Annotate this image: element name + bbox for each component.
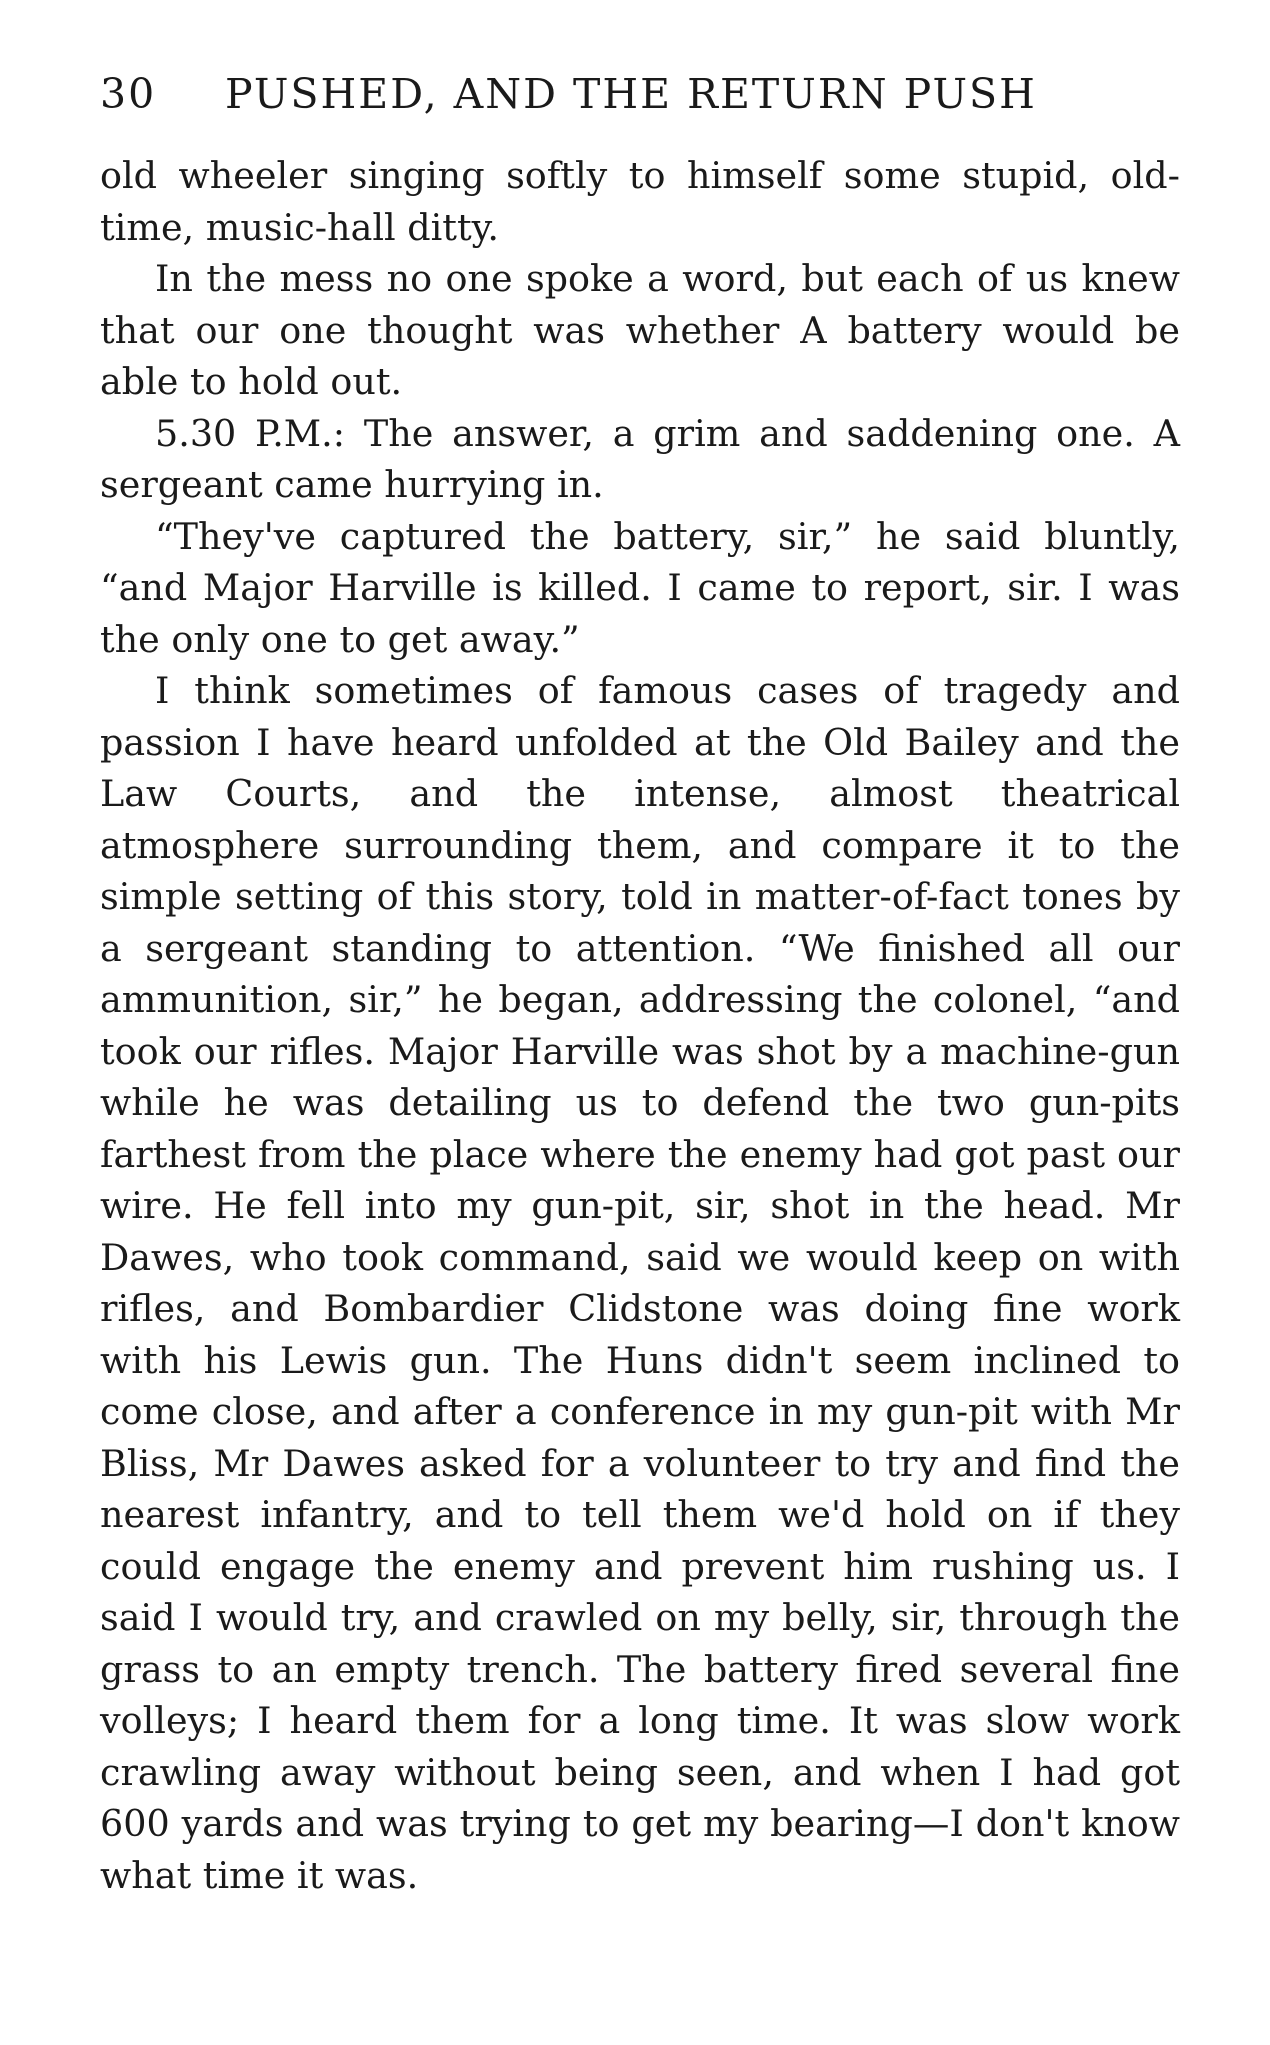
paragraph: I think sometimes of famous cases of tragedy and passion I have heard unfolded at the Old Bailey and the Law Courts, and the intense, almost theatrical atmosphere surrounding them, and compare it to the simple setting of this story, told in matter-of-fact tones by a sergeant standing to attention. “We finished all our ammunition, sir,” he began, addressing the colonel, “and took our rifles. Major Harville was shot by a machine-gun while he was detailing us to defend the two gun-pits farthest from the place where the enemy had got past our wire. He fell into my gun-pit, sir, shot in the head. Mr Dawes, who took command, said we would keep on with rifles, and Bombardier Clidstone was doing fine work with his Lewis gun. The Huns didn't seem inclined to come close, and after a conference in my gun-pit with Mr Bliss, Mr Dawes asked for a volunteer to try and find the nearest infantry, and to tell them we'd hold on if they could engage the enemy and prevent him rushing us. I said I would try, and crawled on my belly, sir, through the grass to an empty trench. The battery fired several fine volleys; I heard them for a long time. It was slow work crawling away without being seen, and when I had got 600 yards and was trying to get my bearing—I don't know what time it was. [100, 669, 1180, 1897]
running-head [100, 70, 1180, 130]
paragraph: In the mess no one spoke a word, but each of us knew that our one thought was whether A battery would be able to hold out. [100, 257, 1180, 403]
paragraph-time-entry: 5.30 P.M.: The answer, a grim and saddening one. A sergeant came hurrying in. [100, 411, 1180, 506]
book-page [100, 70, 1180, 1901]
running-title: PUSHED, AND THE RETURN PUSH [225, 70, 1037, 118]
paragraph: “They've captured the battery, sir,” he said bluntly, “and Major Harville is killed. I came to report, sir. I was the only one to get away.” [100, 514, 1180, 661]
paragraph-continued: old wheeler singing softly to himself some stupid, old-time, music-hall ditty. [100, 154, 1180, 249]
body-text [100, 150, 1180, 1901]
page-number: 30 [100, 70, 157, 118]
